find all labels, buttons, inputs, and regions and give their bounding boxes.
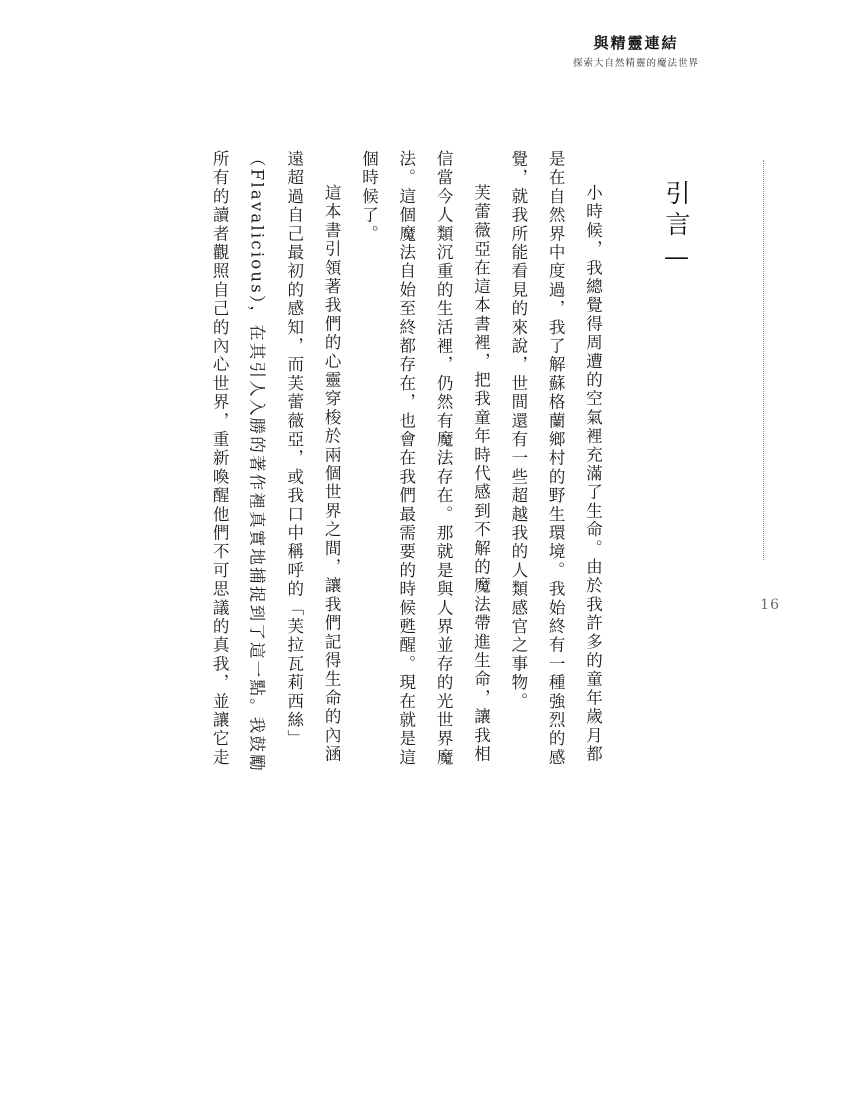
body-column: 小時候，我總覺得周遭的空氣裡充滿了生命。由於我許多的童年歲月都 [583, 184, 603, 764]
body-column: 信當今人類沉重的生活裡，仍然有魔法存在。那就是與人界並存的光世界魔 [434, 150, 454, 768]
book-subtitle: 探索大自然精靈的魔法世界 [572, 57, 699, 69]
body-column: 這本書引領著我們的心靈穿梭於兩個世界之間，讓我們記得生命的內涵 [322, 184, 342, 764]
body-column: 覺，就我所能看見的來說，世間還有一些超越我的人類感官之事物。 [508, 150, 528, 711]
body-column: （Flavalicious），在其引人入勝的著作裡真實地捕捉到了這一點。我鼓勵 [247, 150, 267, 773]
margin-dotted-rule [763, 160, 765, 560]
page-number: 16 [760, 597, 780, 613]
body-column: 法。這個魔法自始至終都存在，也會在我們最需要的時候甦醒。現在就是這 [396, 150, 416, 768]
chapter-title: 引言— [662, 180, 691, 277]
body-column: 遠超過自己最初的感知，而芙蕾薇亞，或我口中稱呼的「芙拉瓦莉西絲」 [284, 150, 304, 749]
body-column: 是在自然界中度過，我了解蘇格蘭鄉村的野生環境。我始終有一種強烈的感 [546, 150, 566, 768]
page-header [486, 34, 786, 70]
vertical-text-body [140, 150, 726, 1030]
book-title: 與精靈連結 [593, 34, 679, 52]
body-column: 芙蕾薇亞在這本書裡，把我童年時代感到不解的魔法帶進生命，讓我相 [471, 184, 491, 764]
body-column: 所有的讀者觀照自己的內心世界，重新喚醒他們不可思議的真我，並讓它走 [210, 150, 230, 768]
body-column: 個時候了。 [359, 150, 379, 244]
